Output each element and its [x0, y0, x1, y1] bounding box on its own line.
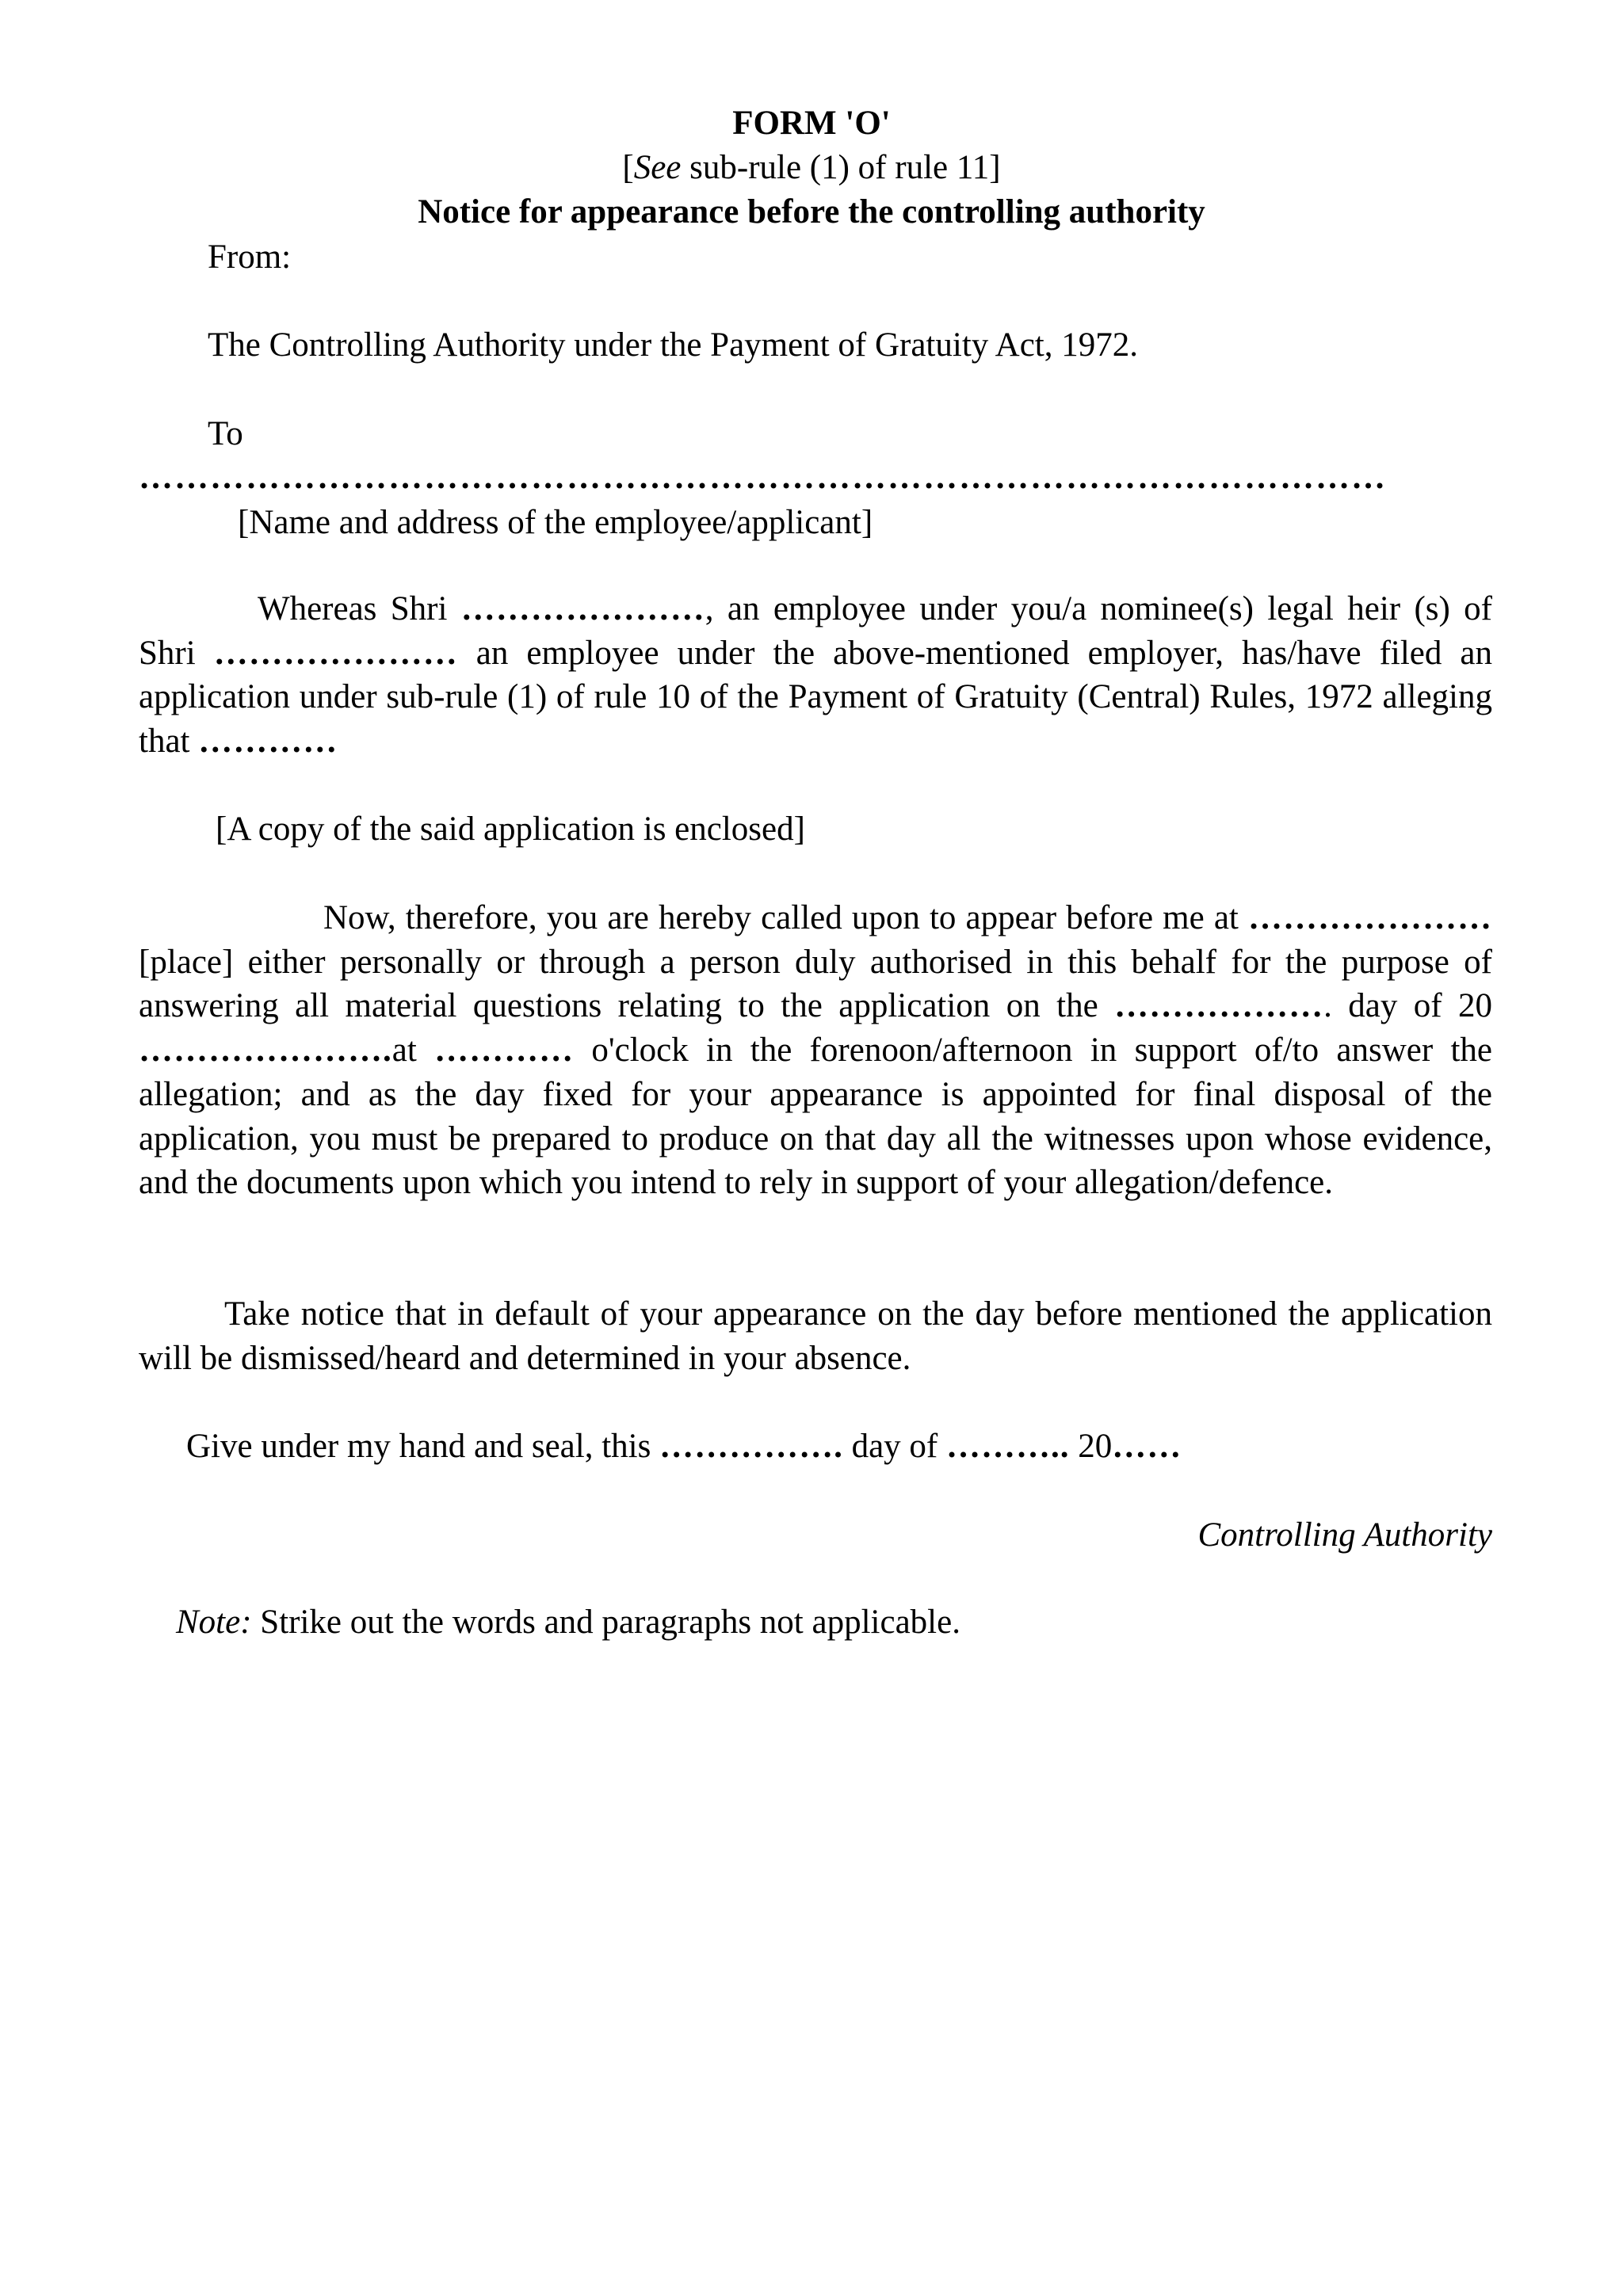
from-authority: The Controlling Authority under the Payment of Gratuity Act, 1972.	[208, 326, 1138, 364]
given-text-2: day of	[842, 1428, 946, 1465]
whereas-text-2: , an employee under you/a nominee(s) legal heir (s) of Shri	[139, 590, 1492, 672]
enclosure-note: [A copy of the said application is enclosed]	[216, 810, 805, 848]
rule-reference	[0, 146, 1623, 190]
rule-ref-see: See	[633, 149, 682, 186]
given-under-hand-line	[186, 1425, 1182, 1469]
footnote	[176, 1600, 960, 1645]
blank-time: …………	[434, 1032, 575, 1070]
summons-text-2: [place] either personally or through a person duly authorised in this behalf for the purpose of answering all material questions relating to the application on the	[139, 943, 1492, 1025]
blank-year: ………………….	[139, 1032, 392, 1070]
given-text-1: Give under my hand and seal, this	[186, 1428, 660, 1465]
blank-given-month: ………..	[946, 1428, 1070, 1465]
note-label: Note:	[176, 1604, 252, 1641]
note-text: Strike out the words and paragraphs not applicable.	[251, 1604, 960, 1641]
blank-given-year: ……	[1112, 1428, 1182, 1465]
blank-given-day: …………….	[659, 1428, 843, 1465]
blank-allegation: …………	[198, 723, 338, 761]
rule-ref-rest: sub-rule (1) of rule 11]	[681, 149, 1001, 186]
blank-shri-name: …………………	[213, 634, 458, 672]
whereas-text-1: Whereas Shri	[258, 590, 461, 627]
blank-place: …………………	[1248, 899, 1492, 936]
whereas-paragraph	[139, 587, 1492, 764]
from-label: From:	[208, 238, 292, 276]
summons-text-5: o'clock in the forenoon/afternoon in support of/to answer the allegation; and as the day fixed for your appearance is appointed for final disposal of the application, you must be prepared to produce on that day all the witnesses upon whose evidence, and the documents upon which you intend to rely in support of your allegation/defence.	[139, 1032, 1492, 1202]
form-title: FORM 'O'	[732, 105, 891, 142]
given-text-3: 20	[1069, 1428, 1113, 1465]
to-label: To	[208, 415, 243, 452]
signatory-title: Controlling Authority	[1197, 1516, 1492, 1554]
rule-ref-open: [	[622, 149, 634, 186]
summons-text-3: . day of 20	[1323, 987, 1493, 1025]
summons-text-1: Now, therefore, you are hereby called upon to appear before me at	[323, 899, 1248, 936]
recipient-address-label: [Name and address of the employee/applicant]	[238, 504, 873, 541]
recipient-dotted-line: ……………………………………………………………………………………………	[139, 459, 1387, 496]
blank-day: ………………	[1114, 987, 1324, 1025]
blank-employee-name: …………………	[460, 590, 705, 627]
summons-paragraph	[139, 896, 1492, 1205]
summons-text-4: at	[391, 1032, 435, 1070]
take-notice-paragraph: Take notice that in default of your appearance on the day before mentioned the application will be dismissed/heard and determined in your absence.	[139, 1295, 1492, 1377]
notice-title: Notice for appearance before the controlling authority	[418, 193, 1205, 231]
whereas-text-3: an employee under the above-mentioned employer, has/have filed an application under sub-rule (1) of rule 10 of the Payment of Gratuity (Central) Rules, 1972 alleging that	[139, 634, 1492, 761]
